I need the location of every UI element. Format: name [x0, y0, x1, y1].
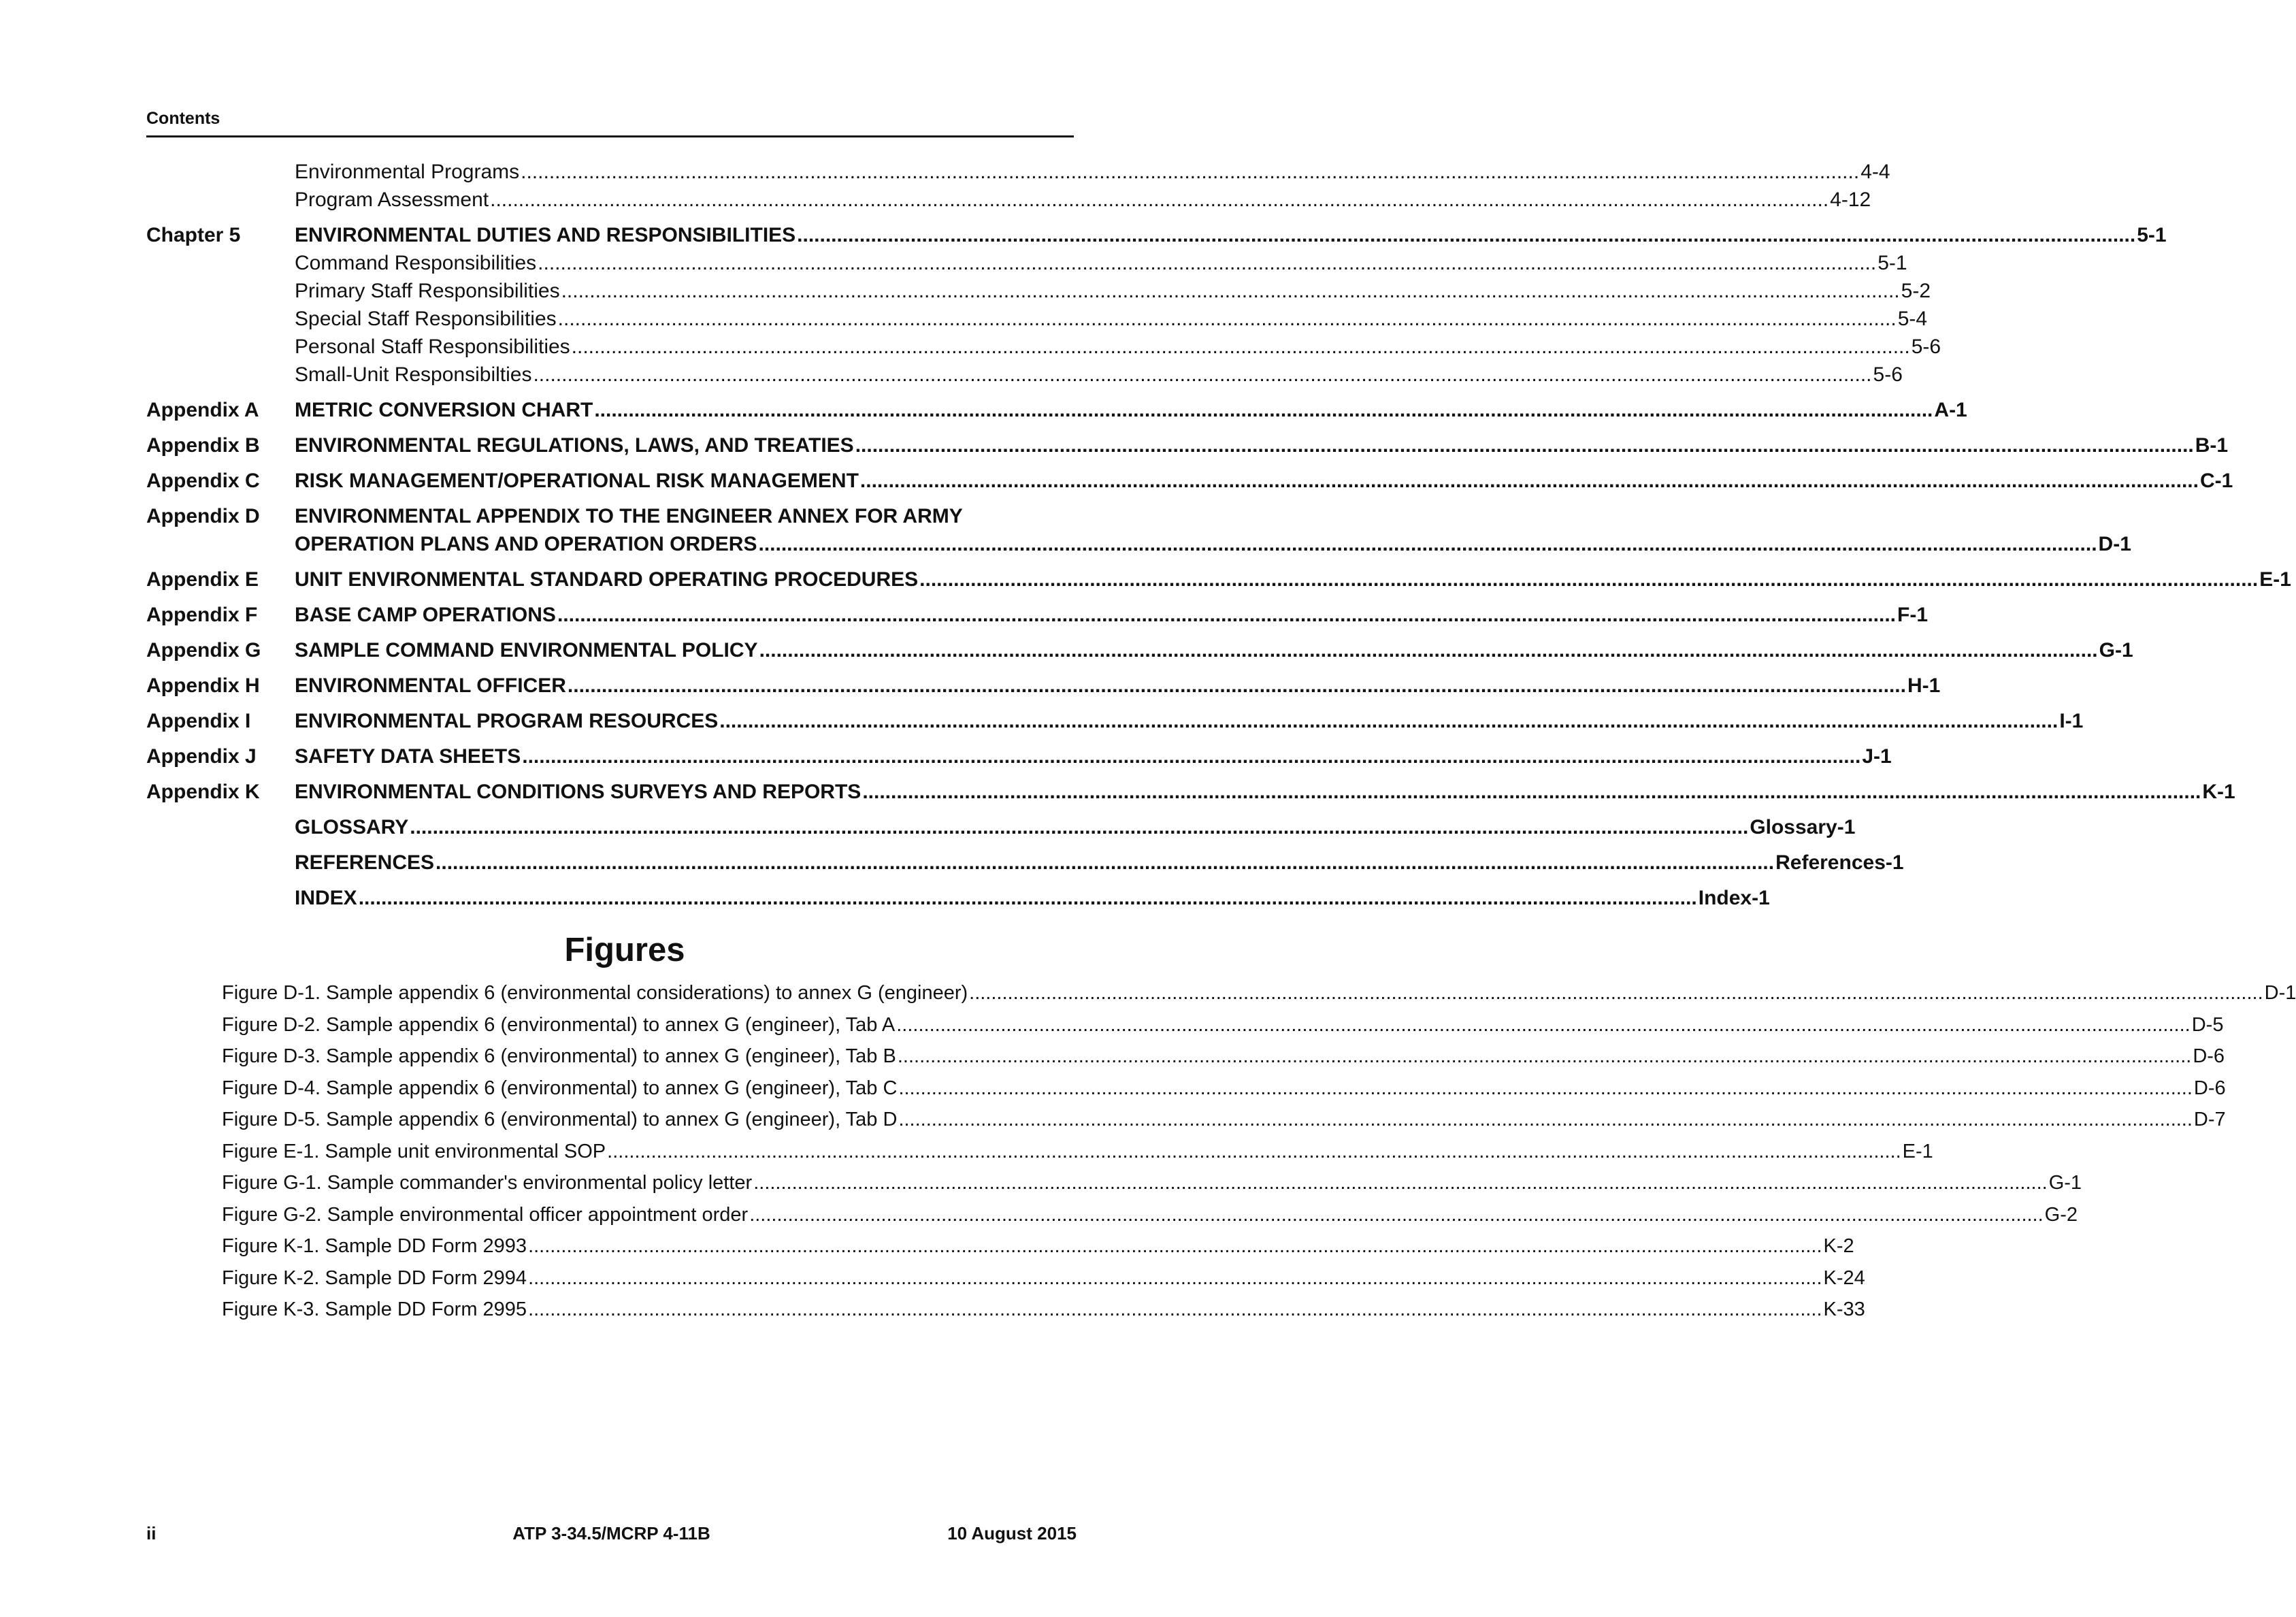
toc-entry-title: INDEX: [295, 887, 357, 909]
figure-entry: [222, 1262, 1865, 1294]
toc-entry-title: Special Staff Responsibilities: [295, 308, 557, 330]
dot-leader: [561, 277, 1900, 305]
figure-title: Figure D-3. Sample appendix 6 (environmental) to annex G (engineer), Tab B: [222, 1045, 896, 1067]
toc-entry-page: 5-4: [1897, 308, 1928, 330]
figure-title: Figure D-5. Sample appendix 6 (environmental) to annex G (engineer), Tab D: [222, 1109, 898, 1130]
toc-row: [146, 566, 2291, 593]
toc-entry-title-cont: OPERATION PLANS AND OPERATION ORDERS: [295, 533, 757, 555]
figure-row[interactable]: [222, 1009, 2224, 1041]
toc-entry-title: BASE CAMP OPERATIONS: [295, 604, 556, 626]
figure-page: D-6: [2193, 1077, 2226, 1099]
toc-row-label: Appendix I: [146, 710, 251, 732]
toc-row: [146, 186, 1871, 214]
figures-heading: Figures: [564, 932, 685, 968]
toc-entry-page: D-1: [2098, 533, 2131, 555]
toc-entry-page: K-1: [2202, 781, 2235, 803]
toc-entry-page: References-1: [1775, 851, 1904, 874]
toc-entry-title: METRIC CONVERSION CHART: [295, 399, 593, 421]
figure-page: K-24: [1823, 1267, 1865, 1289]
toc-row-label: Appendix F: [146, 604, 258, 626]
figure-entry: [222, 1167, 2082, 1199]
toc-entry-link[interactable]: [295, 249, 1907, 277]
figure-row[interactable]: [222, 1230, 1854, 1262]
toc-row: [146, 636, 2133, 664]
toc-row: [146, 467, 2233, 495]
dot-leader: [759, 636, 2098, 664]
toc-entry-title: Personal Staff Responsibilities: [295, 336, 570, 358]
figure-page: E-1: [1902, 1140, 1933, 1162]
figure-entry: [222, 977, 2296, 1009]
figure-entry: [222, 1104, 2226, 1136]
toc-entry-title: REFERENCES: [295, 851, 435, 874]
figure-title: Figure K-2. Sample DD Form 2994: [222, 1267, 527, 1289]
toc-row: [146, 884, 1770, 912]
toc-entry-title: GLOSSARY: [295, 816, 409, 838]
figure-row[interactable]: [222, 1262, 1865, 1294]
figure-title: Figure D-4. Sample appendix 6 (environmental) to annex G (engineer), Tab C: [222, 1077, 898, 1099]
toc-entry-link[interactable]: [295, 467, 2233, 495]
toc-entry-link[interactable]: [295, 636, 2133, 664]
toc-entry-page: 5-6: [1873, 363, 1903, 386]
toc-entry-title: SAMPLE COMMAND ENVIRONMENTAL POLICY: [295, 639, 758, 662]
toc-entry-page: A-1: [1934, 399, 1967, 421]
dot-leader: [359, 884, 1697, 912]
toc-entry-link[interactable]: [295, 849, 1904, 877]
toc-entry-title: ENVIRONMENTAL CONDITIONS SURVEYS AND REPORTS: [295, 781, 862, 803]
toc-row: [146, 778, 2235, 806]
figure-entry: [222, 1009, 2224, 1041]
table-of-contents: [146, 158, 2291, 912]
dot-leader: [860, 467, 2199, 495]
dot-leader: [558, 305, 1897, 333]
dot-leader: [855, 431, 2194, 459]
figure-row[interactable]: [222, 1041, 2225, 1073]
toc-entry-title: Environmental Programs: [295, 161, 520, 183]
toc-row: [146, 249, 1907, 277]
toc-row-label: Appendix A: [146, 399, 259, 421]
toc-row: [146, 361, 1903, 389]
list-of-figures: [222, 977, 2296, 1326]
toc-entry-page: Glossary-1: [1750, 816, 1856, 838]
toc-entry-page: G-1: [2099, 639, 2133, 662]
dot-leader: [557, 601, 1896, 629]
dot-leader: [528, 1294, 1822, 1326]
figure-row[interactable]: [222, 977, 2296, 1009]
toc-entry-page: 5-2: [1901, 280, 1931, 302]
toc-entry-block: [295, 502, 2131, 558]
toc-entry-title: Program Assessment: [295, 189, 489, 211]
toc-row-label: Chapter 5: [146, 224, 241, 246]
dot-leader: [898, 1041, 2191, 1073]
figure-entry: [222, 1041, 2225, 1073]
toc-row: [146, 849, 1904, 877]
toc-entry-link[interactable]: [295, 707, 2084, 735]
dot-leader: [898, 1073, 2192, 1105]
toc-row: [146, 333, 1941, 361]
toc-row-label: Appendix C: [146, 470, 260, 492]
toc-row-label: Appendix B: [146, 434, 260, 457]
toc-entry-title: Primary Staff Responsibilities: [295, 280, 560, 302]
publication-date: 10 August 2015: [947, 1523, 1077, 1544]
toc-row: [146, 672, 1941, 700]
toc-entry-page: 5-1: [1877, 252, 1907, 274]
toc-row: [146, 277, 1931, 305]
toc-entry-title: ENVIRONMENTAL OFFICER: [295, 674, 566, 697]
dot-leader: [758, 530, 2097, 558]
toc-row-label: Appendix J: [146, 745, 257, 768]
toc-row-label: Appendix H: [146, 674, 260, 697]
toc-row-label: Appendix E: [146, 568, 259, 591]
toc-entry-page: C-1: [2199, 470, 2233, 492]
figure-title: Figure G-2. Sample environmental officer appointment order: [222, 1203, 749, 1226]
toc-entry-page: H-1: [1907, 674, 1941, 697]
toc-entry-page: Index-1: [1698, 887, 1770, 909]
dot-leader: [749, 1199, 2043, 1231]
toc-entry-title: RISK MANAGEMENT/OPERATIONAL RISK MANAGEMENT: [295, 470, 859, 492]
figure-page: G-2: [2044, 1203, 2078, 1226]
dot-leader: [528, 1262, 1822, 1294]
toc-entry-link[interactable]: [295, 431, 2229, 459]
toc-entry-page: 4-4: [1860, 161, 1890, 183]
toc-row: [146, 707, 2084, 735]
figure-row[interactable]: [222, 1104, 2226, 1136]
page-footer: [146, 1523, 1077, 1546]
toc-entry-link[interactable]: [295, 158, 1890, 186]
figure-row[interactable]: [222, 1167, 2082, 1199]
toc-row: [146, 396, 1967, 424]
figure-title: Figure D-2. Sample appendix 6 (environmental) to annex G (engineer), Tab A: [222, 1013, 896, 1036]
toc-row: [146, 742, 1892, 770]
toc-entry-link[interactable]: [295, 277, 1931, 305]
toc-entry-page: E-1: [2259, 568, 2291, 591]
dot-leader: [521, 158, 1859, 186]
toc-row: [146, 158, 1890, 186]
toc-entry-link[interactable]: [295, 742, 1892, 770]
dot-leader: [572, 333, 1910, 361]
figure-page: K-2: [1823, 1235, 1854, 1257]
toc-entry-title: ENVIRONMENTAL APPENDIX TO THE ENGINEER ANNEX FOR ARMY: [295, 505, 963, 527]
figure-page: D-5: [2191, 1013, 2224, 1036]
toc-entry-link[interactable]: [295, 186, 1871, 214]
toc-entry-title: UNIT ENVIRONMENTAL STANDARD OPERATING PROCEDURES: [295, 568, 919, 591]
toc-entry-link[interactable]: [295, 566, 2291, 593]
figure-entry: [222, 1136, 1933, 1168]
toc-row: [146, 431, 2229, 459]
toc-entry-title: SAFETY DATA SHEETS: [295, 745, 521, 768]
figure-entry: [222, 1230, 1854, 1262]
figure-entry: [222, 1073, 2226, 1105]
figure-row[interactable]: [222, 1199, 2078, 1231]
dot-leader: [533, 361, 1871, 389]
dot-leader: [896, 1009, 2190, 1041]
dot-leader: [753, 1167, 2047, 1199]
publication-id: ATP 3-34.5/MCRP 4-11B: [512, 1523, 710, 1544]
toc-entry-link[interactable]: [295, 333, 1941, 361]
toc-row-label: Appendix K: [146, 781, 260, 803]
figure-page: D-6: [2193, 1045, 2225, 1067]
figure-page: G-1: [2048, 1172, 2082, 1194]
toc-entry-link[interactable]: [295, 305, 1928, 333]
dot-leader: [862, 778, 2201, 806]
toc-entry-link[interactable]: [295, 530, 2131, 558]
dot-leader: [919, 566, 2258, 593]
dot-leader: [410, 813, 1748, 841]
toc-entry-page: 5-6: [1911, 336, 1941, 358]
toc-entry-link[interactable]: [295, 884, 1770, 912]
figure-page: D-7: [2193, 1109, 2226, 1130]
toc-entry-link[interactable]: [295, 778, 2235, 806]
running-header: Contents: [146, 109, 1074, 137]
dot-leader: [898, 1104, 2192, 1136]
dot-leader: [594, 396, 1933, 424]
toc-entry-title: ENVIRONMENTAL REGULATIONS, LAWS, AND TREATIES: [295, 434, 854, 457]
figure-page: K-33: [1823, 1298, 1865, 1320]
toc-entry-page: J-1: [1862, 745, 1892, 768]
dot-leader: [538, 249, 1876, 277]
toc-entry-page: F-1: [1897, 604, 1928, 626]
dot-leader: [528, 1230, 1822, 1262]
figure-title: Figure K-3. Sample DD Form 2995: [222, 1298, 527, 1320]
toc-entry-title: ENVIRONMENTAL PROGRAM RESOURCES: [295, 710, 719, 732]
toc-entry-link[interactable]: [295, 221, 2167, 249]
toc-entry-title: Command Responsibilities: [295, 252, 537, 274]
toc-row: [146, 221, 2167, 249]
toc-entry-page: 5-1: [2137, 224, 2167, 246]
figure-row[interactable]: [222, 1294, 1865, 1326]
page-number: ii: [146, 1523, 157, 1544]
figure-entry: [222, 1199, 2078, 1231]
dot-leader: [969, 977, 2263, 1009]
toc-entry-link[interactable]: [295, 813, 1856, 841]
figure-row[interactable]: [222, 1136, 1933, 1168]
toc-entry-page: 4-12: [1830, 189, 1871, 211]
dot-leader: [436, 849, 1774, 877]
toc-entry-link[interactable]: [295, 396, 1967, 424]
figure-entry: [222, 1294, 1865, 1326]
toc-entry-link[interactable]: [295, 601, 1928, 629]
dot-leader: [797, 221, 2135, 249]
dot-leader: [719, 707, 2058, 735]
toc-entry-title: ENVIRONMENTAL DUTIES AND RESPONSIBILITIES: [295, 224, 796, 246]
dot-leader: [607, 1136, 1901, 1168]
figure-title: Figure G-1. Sample commander's environmental policy letter: [222, 1172, 753, 1194]
toc-entry-link[interactable]: [295, 672, 1941, 700]
dot-leader: [490, 186, 1828, 214]
figure-title: Figure E-1. Sample unit environmental SOP: [222, 1140, 606, 1162]
figure-title: Figure D-1. Sample appendix 6 (environmental considerations) to annex G (engineer): [222, 982, 968, 1004]
dot-leader: [568, 672, 1906, 700]
toc-row: [146, 502, 2131, 558]
toc-row-label: Appendix G: [146, 639, 261, 662]
figure-page: D-1: [2264, 982, 2296, 1004]
toc-row: [146, 601, 1928, 629]
toc-entry-page: B-1: [2195, 434, 2229, 457]
toc-entry-page: I-1: [2059, 710, 2084, 732]
toc-entry-title: Small-Unit Responsibilties: [295, 363, 532, 386]
figure-row[interactable]: [222, 1073, 2226, 1105]
dot-leader: [522, 742, 1860, 770]
toc-entry-link[interactable]: [295, 361, 1903, 389]
toc-row-label: Appendix D: [146, 505, 260, 527]
figure-title: Figure K-1. Sample DD Form 2993: [222, 1235, 527, 1257]
toc-row: [146, 813, 1856, 841]
toc-row: [146, 305, 1928, 333]
